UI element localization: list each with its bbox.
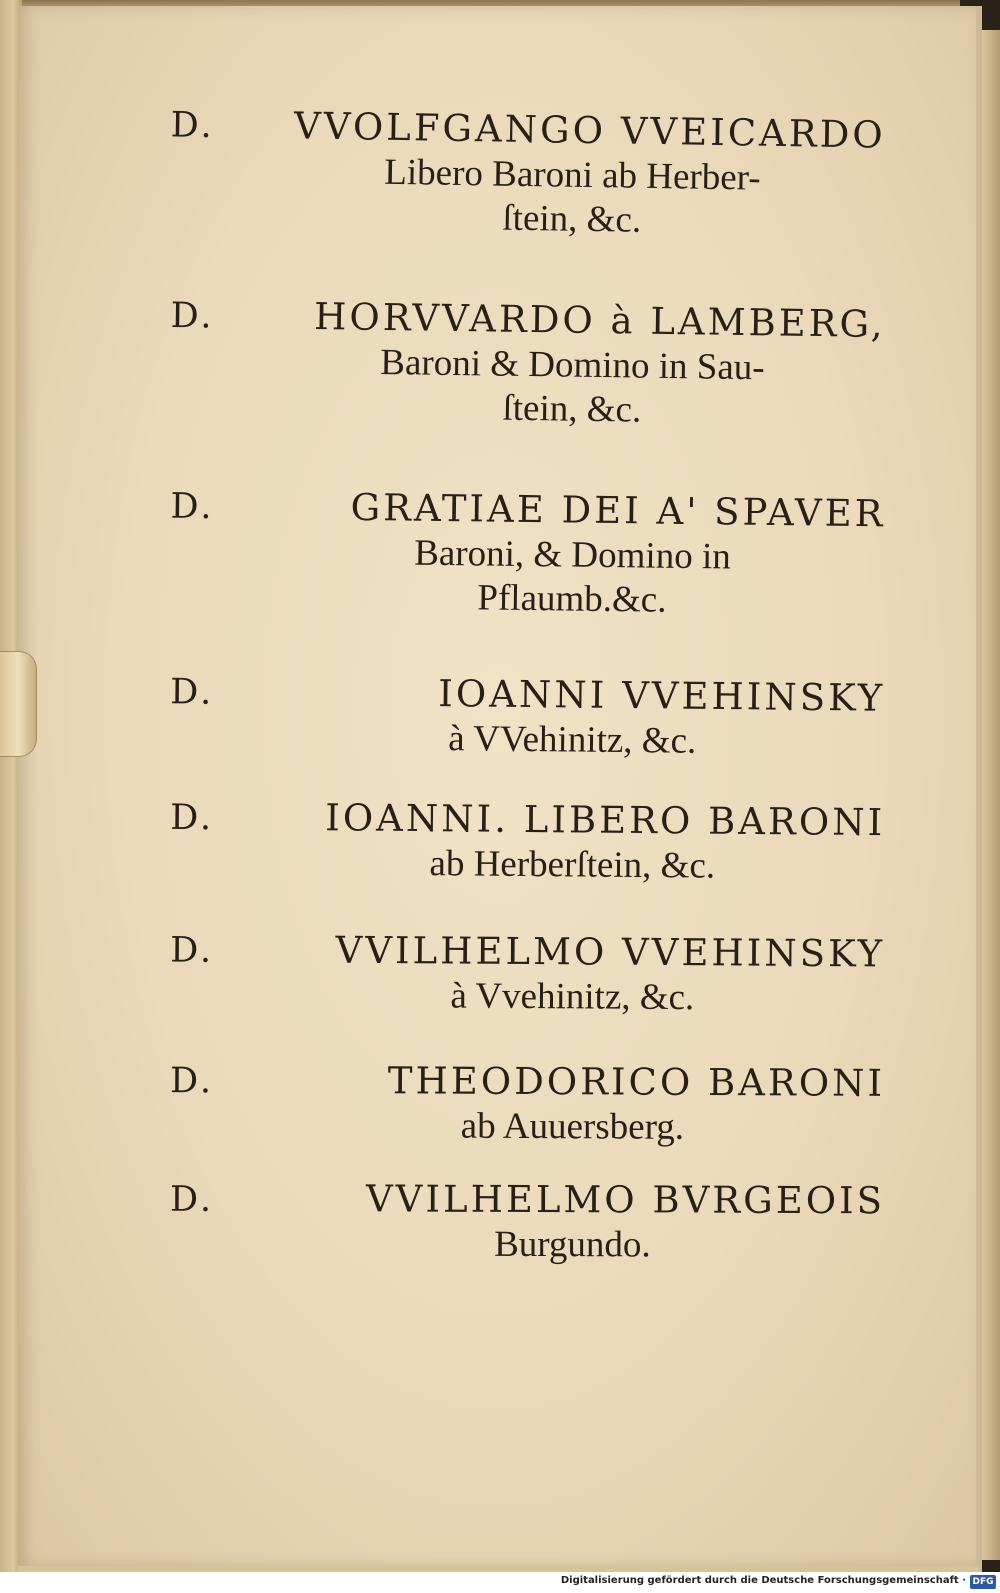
entry-heading xyxy=(170,669,885,721)
dedication-entry xyxy=(170,669,886,765)
entry-name: HORVVARDO à LAMBERG, xyxy=(313,295,886,346)
entry-initial: D. xyxy=(170,1179,215,1220)
entry-subline: à Vvehinitz, &c. xyxy=(450,975,695,1019)
entry-subline: Baroni & Domino in Sau- xyxy=(380,341,765,389)
entry-subline: à VVehinitz, &c. xyxy=(448,718,697,762)
entry-heading xyxy=(170,1177,885,1224)
entry-initial: D. xyxy=(170,930,215,971)
entry-subline: Pflaumb.&c. xyxy=(477,577,667,621)
dedication-entry xyxy=(170,1058,885,1151)
entry-name: THEODORICO BARONI xyxy=(387,1059,886,1105)
entry-initial: D. xyxy=(170,1061,215,1102)
entry-subline: ab Auuersberg. xyxy=(460,1105,685,1148)
entry-name: IOANNI. LIBERO BARONI xyxy=(325,796,886,845)
entry-heading xyxy=(170,795,885,846)
entry-subline: ſtein, &c. xyxy=(502,387,642,431)
entry-initial: D. xyxy=(170,672,215,713)
dedication-entry xyxy=(169,484,886,626)
entry-name: VVILHELMO VVEHINSKY xyxy=(335,928,886,976)
entry-name: VVILHELMO BVRGEOIS xyxy=(365,1177,886,1223)
entry-subline: Libero Baroni ab Herber- xyxy=(384,151,761,199)
dedication-entry xyxy=(169,102,886,246)
dedication-entry xyxy=(170,928,886,1022)
entry-initial: D. xyxy=(170,797,215,839)
entry-name: IOANNI VVEHINSKY xyxy=(438,672,886,720)
book-clasp xyxy=(0,651,37,757)
funding-credit: Digitalisierung gefördert durch die Deutsche Forschungsgemeinschaft · xyxy=(560,1575,966,1586)
entry-heading xyxy=(170,928,885,978)
entry-subline: ſtein, &c. xyxy=(502,197,642,241)
entry-initial: D. xyxy=(170,105,215,147)
dedication-entry xyxy=(170,795,886,890)
entry-subline: Baroni, & Domino in xyxy=(413,532,732,578)
entry-name: GRATIAE DEI A' SPAVER xyxy=(350,485,886,536)
entry-subline: ab Herberſtein, &c. xyxy=(429,843,716,887)
entry-name: VVOLFGANGO VVEICARDO xyxy=(293,104,887,157)
entry-heading xyxy=(170,1058,885,1107)
dfg-logo: DFG xyxy=(970,1575,996,1589)
dedication-entry xyxy=(170,1177,885,1268)
entry-initial: D. xyxy=(170,486,215,528)
entry-subline: Burgundo. xyxy=(494,1223,651,1266)
dedication-list xyxy=(170,104,887,1298)
entry-initial: D. xyxy=(170,296,215,337)
digitization-footer xyxy=(0,1572,1000,1593)
dedication-entry xyxy=(169,293,886,436)
